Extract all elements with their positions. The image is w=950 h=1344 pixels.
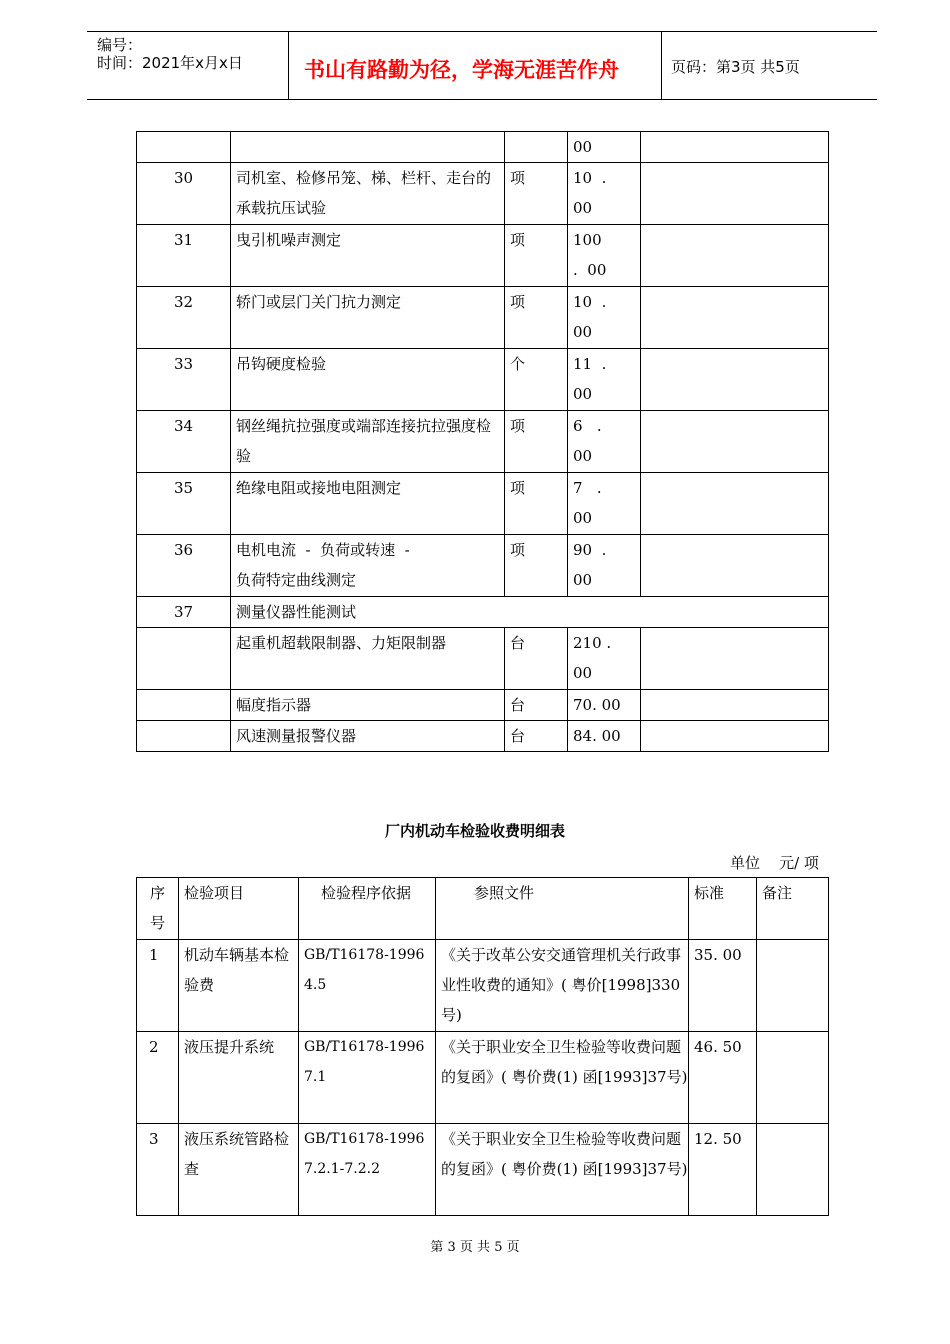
row-item: 风速测量报警仪器 [231, 721, 505, 752]
row-number [137, 690, 231, 721]
row-price: 90 . 00 [568, 535, 641, 597]
row-item: 绝缘电阻或接地电阻测定 [231, 473, 505, 535]
header-divider [288, 31, 289, 99]
row-item: 液压系统管路检查 [179, 1124, 299, 1216]
row-unit: 项 [505, 225, 568, 287]
row-note [757, 1032, 829, 1124]
row-note [641, 628, 829, 690]
row-unit: 项 [505, 163, 568, 225]
header-ref: 参照文件 [436, 878, 689, 940]
row-unit: 台 [505, 628, 568, 690]
row-number: 34 [137, 411, 231, 473]
table-row [137, 940, 829, 1032]
fee-table-continued [136, 131, 829, 752]
row-number: 36 [137, 535, 231, 597]
row-item: 幅度指示器 [231, 690, 505, 721]
table-row [137, 411, 829, 473]
row-unit: 台 [505, 721, 568, 752]
header-time: 时间：2021年x月x日 [97, 54, 243, 72]
row-price: 11 . 00 [568, 349, 641, 411]
row-price: 84. 00 [568, 721, 641, 752]
row-number: 33 [137, 349, 231, 411]
table-row [137, 721, 829, 752]
row-item: 轿门或层门关门抗力测定 [231, 287, 505, 349]
row-number: 30 [137, 163, 231, 225]
row-item: 吊钩硬度检验 [231, 349, 505, 411]
row-unit: 台 [505, 690, 568, 721]
row-unit: 项 [505, 287, 568, 349]
table-row [137, 132, 829, 163]
header-top-rule [87, 31, 877, 32]
table-row [137, 225, 829, 287]
header-no: 序 号 [137, 878, 179, 940]
row-number: 3 [137, 1124, 179, 1216]
row-unit [505, 132, 568, 163]
row-price: 6 . 00 [568, 411, 641, 473]
row-unit: 项 [505, 411, 568, 473]
row-note [641, 535, 829, 597]
row-note [641, 132, 829, 163]
row-item: 测量仪器性能测试 [231, 597, 829, 628]
header-divider [661, 31, 662, 99]
table-row [137, 1124, 829, 1216]
vehicle-fee-table [136, 877, 829, 1216]
row-number: 37 [137, 597, 231, 628]
header-basis: 检验程序依据 [299, 878, 436, 940]
row-reference: 《关于职业安全卫生检验等收费问题的复函》( 粤价费(1) 函[1993]37号) [436, 1032, 689, 1124]
table-row [137, 473, 829, 535]
row-number: 31 [137, 225, 231, 287]
row-note [641, 411, 829, 473]
section-title: 厂内机动车检验收费明细表 [384, 822, 565, 840]
row-number [137, 132, 231, 163]
table-header-row [137, 878, 829, 940]
row-note [641, 225, 829, 287]
row-unit: 项 [505, 473, 568, 535]
row-item: 起重机超载限制器、力矩限制器 [231, 628, 505, 690]
row-standard: 46. 50 [689, 1032, 757, 1124]
row-number [137, 721, 231, 752]
row-note [641, 473, 829, 535]
row-price: 100 . 00 [568, 225, 641, 287]
row-reference: 《关于职业安全卫生检验等收费问题的复函》( 粤价费(1) 函[1993]37号) [436, 1124, 689, 1216]
row-note [641, 287, 829, 349]
row-item [231, 132, 505, 163]
row-standard: 35. 00 [689, 940, 757, 1032]
row-number: 1 [137, 940, 179, 1032]
header-motto: 书山有路勤为径，学海无涯苦作舟 [304, 58, 619, 82]
row-price: 10 . 00 [568, 163, 641, 225]
header-page-info: 页码：第3页 共5页 [671, 58, 800, 76]
row-price: 7 . 00 [568, 473, 641, 535]
page-footer: 第 3 页 共 5 页 [430, 1240, 520, 1255]
table-row [137, 287, 829, 349]
row-standard: 12. 50 [689, 1124, 757, 1216]
row-note [641, 690, 829, 721]
row-number: 35 [137, 473, 231, 535]
row-note [757, 940, 829, 1032]
row-note [757, 1124, 829, 1216]
row-price: 10 . 00 [568, 287, 641, 349]
row-item: 电机电流 - 负荷或转速 - 负荷特定曲线测定 [231, 535, 505, 597]
row-item: 液压提升系统 [179, 1032, 299, 1124]
table-row [137, 1032, 829, 1124]
row-basis: GB/T16178-1996 7.1 [299, 1032, 436, 1124]
row-price: 70. 00 [568, 690, 641, 721]
header-code: 编号： [97, 36, 143, 54]
row-number: 2 [137, 1032, 179, 1124]
row-unit: 个 [505, 349, 568, 411]
row-number: 32 [137, 287, 231, 349]
table-row [137, 690, 829, 721]
table-row [137, 628, 829, 690]
table-row [137, 163, 829, 225]
row-unit: 项 [505, 535, 568, 597]
row-price: 00 [568, 132, 641, 163]
row-item: 司机室、检修吊笼、梯、栏杆、走台的承载抗压试验 [231, 163, 505, 225]
table-row [137, 535, 829, 597]
row-basis: GB/T16178-1996 4.5 [299, 940, 436, 1032]
row-item: 钢丝绳抗拉强度或端部连接抗拉强度检验 [231, 411, 505, 473]
row-number [137, 628, 231, 690]
header-std: 标准 [689, 878, 757, 940]
header-item: 检验项目 [179, 878, 299, 940]
row-note [641, 721, 829, 752]
row-note [641, 163, 829, 225]
row-item: 机动车辆基本检验费 [179, 940, 299, 1032]
row-note [641, 349, 829, 411]
row-item: 曳引机噪声测定 [231, 225, 505, 287]
table-row [137, 349, 829, 411]
row-price: 210 . 00 [568, 628, 641, 690]
row-basis: GB/T16178-1996 7.2.1-7.2.2 [299, 1124, 436, 1216]
unit-label: 单位 元/ 项 [730, 854, 819, 872]
table-row [137, 597, 829, 628]
header-note: 备注 [757, 878, 829, 940]
header-bottom-rule [87, 99, 877, 100]
row-reference: 《关于改革公安交通管理机关行政事业性收费的通知》( 粤价[1998]330 号) [436, 940, 689, 1032]
